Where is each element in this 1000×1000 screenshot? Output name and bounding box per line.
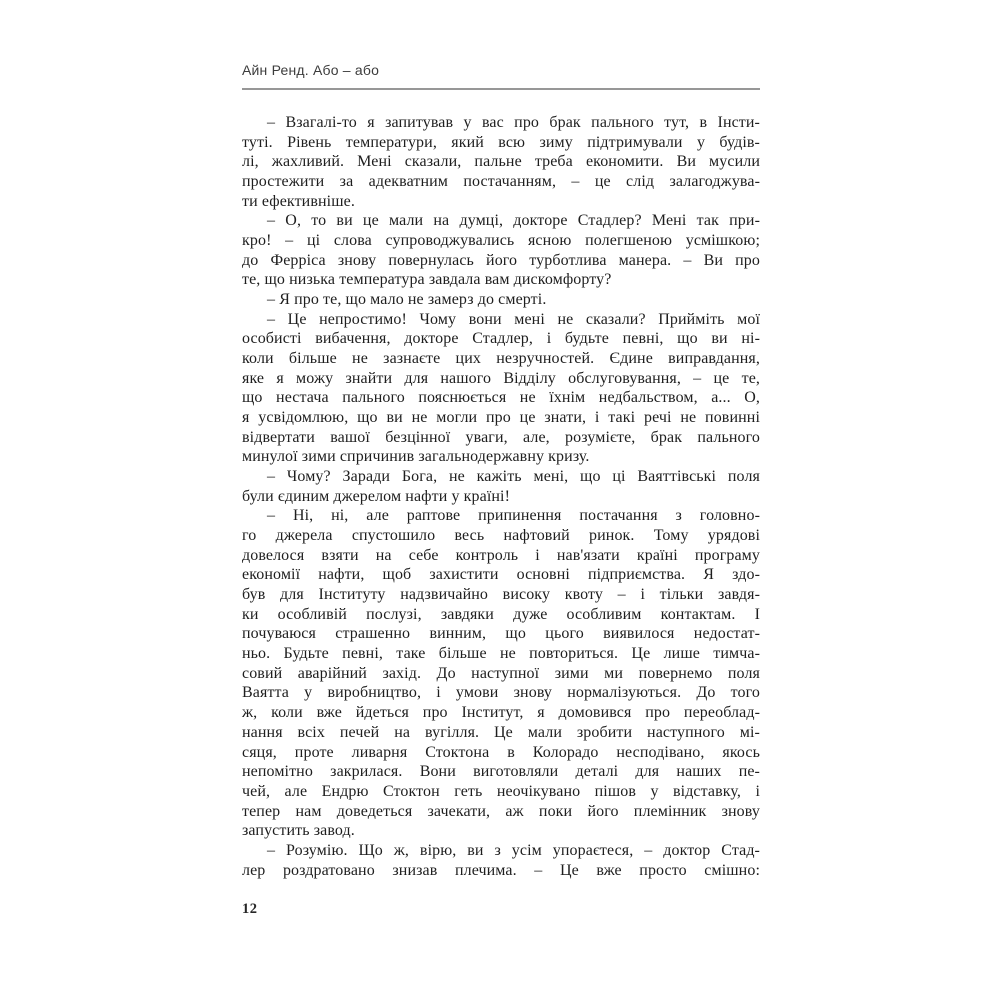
- text-line: ти ефективніше.: [242, 192, 355, 210]
- text-line: туті. Рівень температури, який всю зиму підтримували у будів-: [242, 133, 760, 151]
- text-line: були єдиним джерелом нафти у країні!: [242, 487, 511, 505]
- text-line: нання всіх печей на вугілля. Це мали зробити наступного мі-: [242, 723, 760, 741]
- paragraph: [242, 211, 760, 290]
- paragraph: [242, 290, 760, 310]
- paragraph: [242, 113, 760, 211]
- paragraph: [242, 310, 760, 467]
- text-line: чей, але Ендрю Стоктон геть неочікувано пішов у відставку, і: [242, 782, 760, 800]
- text-line: ки особливій послузі, завдяки дуже особливим контактам. І: [242, 605, 760, 623]
- text-line: ньо. Будьте певні, таке більше не повториться. Це лише тимча-: [242, 645, 760, 663]
- text-line: особисті вибачення, докторе Стадлер, і будьте певні, що ви ні-: [242, 330, 760, 348]
- text-line: що нестача пального пояснюється не їхнім недбальством, а... О,: [242, 389, 760, 407]
- text-line: – Це непростимо! Чому вони мені не сказали? Прийміть мої: [267, 310, 760, 328]
- text-line: – Ні, ні, але раптове припинення постачання з головно-: [267, 507, 760, 525]
- text-line: – Взагалі-то я запитував у вас про брак пального тут, в Інсти-: [267, 114, 760, 131]
- running-header: Айн Ренд. Або – або: [242, 62, 380, 78]
- page-number: 12: [242, 901, 258, 917]
- text-line: почуваюся страшенно винним, що цього виявилося недостат-: [242, 625, 760, 643]
- text-line: запустить завод.: [242, 822, 355, 840]
- text-line: – О, то ви це мали на думці, докторе Стадлер? Мені так при-: [267, 212, 760, 230]
- header-rule: [242, 88, 760, 90]
- text-line: довелося взяти на себе контроль і нав'язати країні програму: [242, 546, 760, 564]
- text-line: простежити за адекватним постачанням, – це слід залагоджува-: [242, 173, 760, 191]
- text-line: кро! – ці слова супроводжувались ясною полегшеною усмішкою;: [242, 232, 760, 250]
- text-line: коли більше не зазнаєте цих незручностей. Єдине виправдання,: [242, 350, 760, 368]
- text-line: економії нафти, щоб захистити основні підприємства. Я здо-: [242, 566, 760, 584]
- text-line: ж, коли вже йдеться про Інститут, я домовився про переоблад-: [242, 704, 760, 722]
- text-line: тепер нам доведеться зачекати, аж поки його племінник знову: [242, 802, 760, 820]
- text-line: Ваятта у виробництво, і умови знову нормалізуються. До того: [242, 684, 760, 702]
- text-line: відвертати вашої безцінної уваги, але, розумієте, брак пального: [242, 428, 760, 446]
- text-line: лі, жахливий. Мені сказали, пальне треба економити. Ви мусили: [242, 153, 760, 171]
- text-line: сяця, проте ливарня Стоктона в Колорадо несподівано, якось: [242, 743, 760, 761]
- text-line: лер роздратовано знизав плечима. – Це вже просто смішно:: [242, 861, 760, 879]
- text-line: був для Інституту надзвичайно високу квоту – і тільки завдя-: [242, 586, 760, 604]
- text-line: – Чому? Заради Бога, не кажіть мені, що ці Ваяттівські поля: [267, 468, 760, 486]
- text-line: те, що низька температура завдала вам дискомфорту?: [242, 271, 612, 289]
- body-text: [242, 113, 760, 880]
- text-line: совий аварійний захід. До наступної зими ми повернемо поля: [242, 664, 760, 682]
- text-line: – Розумію. Що ж, вірю, ви з усім упораєтеся, – доктор Стад-: [267, 841, 760, 859]
- text-line: яке я можу знайти для нашого Відділу обслуговування, – це те,: [242, 369, 760, 387]
- text-line: до Ферріса знову повернулась його турботлива манера. – Ви про: [242, 251, 760, 269]
- text-line: непомітно закрилася. Вони виготовляли деталі для наших пе-: [242, 763, 760, 781]
- text-line: я усвідомлюю, що ви не могли про це знати, і такі речі не повинні: [242, 409, 760, 427]
- text-line: – Я про те, що мало не замерз до смерті.: [267, 291, 547, 309]
- paragraph: [242, 467, 760, 506]
- paragraph: [242, 506, 760, 840]
- text-line: го джерела спустошило весь нафтовий ринок. Тому урядові: [242, 527, 760, 545]
- paragraph: [242, 841, 760, 880]
- text-line: минулої зими спричинив загальнодержавну кризу.: [242, 448, 590, 466]
